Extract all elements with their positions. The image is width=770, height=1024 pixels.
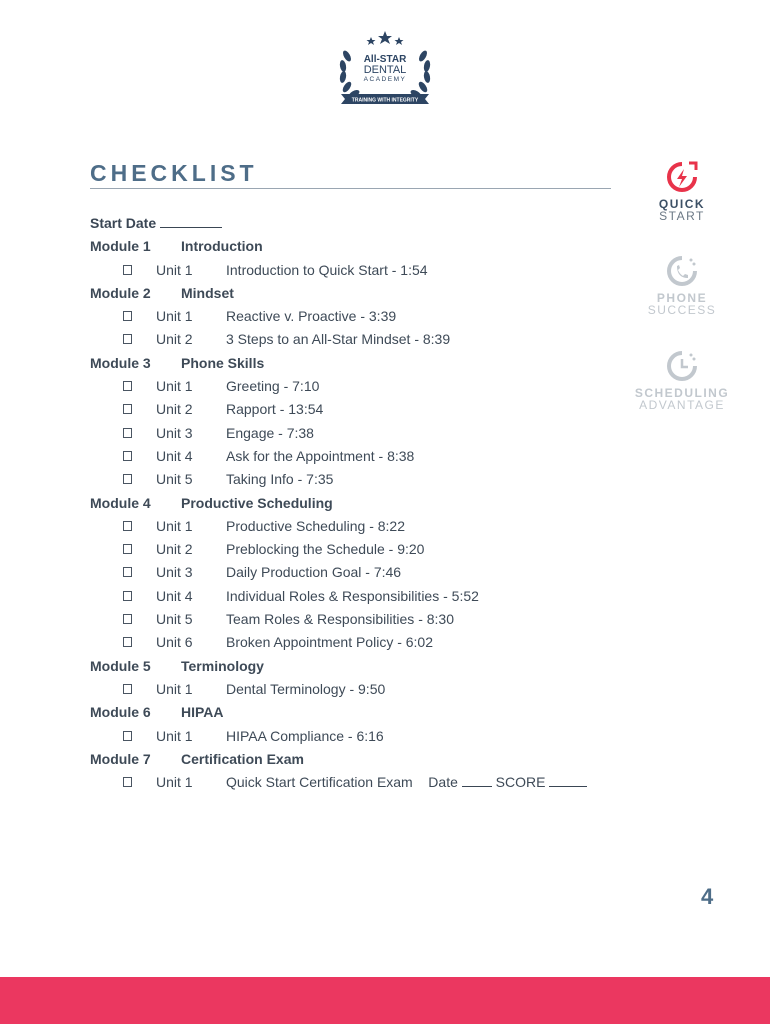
footer-bar xyxy=(0,977,770,1024)
unit-row xyxy=(90,305,630,328)
checklist xyxy=(90,212,630,794)
unit-label: Unit 2 xyxy=(156,541,193,558)
unit-title: Preblocking the Schedule - 9:20 xyxy=(226,541,425,558)
unit-row xyxy=(90,585,630,608)
unit-label: Unit 3 xyxy=(156,424,193,441)
unit-row xyxy=(90,561,630,584)
unit-title: Introduction to Quick Start - 1:54 xyxy=(226,261,428,278)
unit-checkbox[interactable] xyxy=(123,544,132,554)
unit-label: Unit 2 xyxy=(156,401,193,418)
unit-title: Team Roles & Responsibilities - 8:30 xyxy=(226,611,454,628)
svg-text:All-STAR: All-STAR xyxy=(363,54,407,65)
unit-label: Unit 1 xyxy=(156,517,193,534)
unit-title: Daily Production Goal - 7:46 xyxy=(226,564,402,581)
unit-title: Reactive v. Proactive - 3:39 xyxy=(226,308,397,325)
svg-text:TRAINING WITH INTEGRITY: TRAINING WITH INTEGRITY xyxy=(351,97,419,104)
side-nav-label-2: SUCCESS xyxy=(647,303,717,317)
unit-checkbox[interactable] xyxy=(123,311,132,321)
module-title: HIPAA xyxy=(181,704,224,721)
module-title: Phone Skills xyxy=(181,354,265,371)
svg-text:ACADEMY: ACADEMY xyxy=(363,76,407,83)
unit-checkbox[interactable] xyxy=(123,614,132,624)
module-title: Certification Exam xyxy=(181,750,304,767)
unit-row xyxy=(90,375,630,398)
unit-label: Unit 1 xyxy=(156,261,193,278)
unit-row xyxy=(90,468,630,491)
unit-title: Ask for the Appointment - 8:38 xyxy=(226,447,415,464)
unit-label: Unit 1 xyxy=(156,774,193,791)
unit-title: Quick Start Certification Exam xyxy=(226,774,413,791)
module-row xyxy=(90,748,630,771)
unit-label: Unit 1 xyxy=(156,727,193,744)
unit-row xyxy=(90,771,630,794)
quick-start-icon xyxy=(665,160,699,194)
exam-score-label: SCORE xyxy=(495,774,546,791)
unit-row xyxy=(90,678,630,701)
exam-date-label: Date xyxy=(428,774,458,791)
unit-title: Dental Terminology - 9:50 xyxy=(226,680,386,697)
unit-title: Broken Appointment Policy - 6:02 xyxy=(226,634,434,651)
module-title: Introduction xyxy=(181,238,263,255)
phone-success-icon xyxy=(665,254,699,288)
unit-title: HIPAA Compliance - 6:16 xyxy=(226,727,384,744)
side-nav-scheduling-advantage[interactable] xyxy=(632,349,732,411)
unit-checkbox[interactable] xyxy=(123,451,132,461)
unit-title: Rapport - 13:54 xyxy=(226,401,324,418)
unit-row xyxy=(90,538,630,561)
unit-label: Unit 4 xyxy=(156,587,193,604)
unit-checkbox[interactable] xyxy=(123,731,132,741)
module-row xyxy=(90,235,630,258)
module-row xyxy=(90,492,630,515)
module-row xyxy=(90,701,630,724)
side-nav-label-1: PHONE xyxy=(656,291,708,305)
side-nav-label-2: ADVANTAGE xyxy=(639,398,725,412)
title-divider xyxy=(90,188,611,189)
unit-label: Unit 1 xyxy=(156,680,193,697)
unit-row xyxy=(90,328,630,351)
module-title: Terminology xyxy=(181,657,264,674)
scheduling-advantage-icon xyxy=(665,349,699,383)
side-nav-quick-start[interactable] xyxy=(632,160,732,222)
unit-row xyxy=(90,631,630,654)
unit-title: 3 Steps to an All-Star Mindset - 8:39 xyxy=(226,331,451,348)
unit-checkbox[interactable] xyxy=(123,591,132,601)
unit-row xyxy=(90,445,630,468)
unit-label: Unit 5 xyxy=(156,471,193,488)
academy-logo xyxy=(333,28,437,108)
svg-text:DENTAL: DENTAL xyxy=(363,64,407,76)
unit-checkbox[interactable] xyxy=(123,474,132,484)
start-date-label: Start Date xyxy=(90,215,157,231)
exam-score-field[interactable] xyxy=(549,773,587,787)
laurel-crest-icon xyxy=(333,28,437,108)
side-nav-label-1: QUICK xyxy=(658,197,706,211)
unit-checkbox[interactable] xyxy=(123,404,132,414)
unit-checkbox[interactable] xyxy=(123,684,132,694)
module-label: Module 2 xyxy=(90,284,151,301)
unit-row xyxy=(90,398,630,421)
module-row xyxy=(90,655,630,678)
module-label: Module 7 xyxy=(90,750,151,767)
unit-row xyxy=(90,259,630,282)
unit-checkbox[interactable] xyxy=(123,428,132,438)
side-nav-label-2: START xyxy=(659,209,705,223)
module-label: Module 5 xyxy=(90,657,151,674)
side-nav-phone-success[interactable] xyxy=(632,254,732,316)
unit-title: Taking Info - 7:35 xyxy=(226,471,334,488)
unit-title: Individual Roles & Responsibilities - 5:52 xyxy=(226,587,479,604)
unit-checkbox[interactable] xyxy=(123,334,132,344)
unit-label: Unit 5 xyxy=(156,611,193,628)
module-label: Module 3 xyxy=(90,354,151,371)
unit-checkbox[interactable] xyxy=(123,521,132,531)
module-title: Productive Scheduling xyxy=(181,494,333,511)
module-row xyxy=(90,352,630,375)
exam-row-content xyxy=(226,771,587,794)
unit-label: Unit 1 xyxy=(156,378,193,395)
page-title: CHECKLIST xyxy=(90,160,258,186)
unit-row xyxy=(90,422,630,445)
module-label: Module 1 xyxy=(90,238,151,255)
unit-label: Unit 2 xyxy=(156,331,193,348)
unit-checkbox[interactable] xyxy=(123,381,132,391)
unit-title: Productive Scheduling - 8:22 xyxy=(226,517,405,534)
unit-checkbox[interactable] xyxy=(123,637,132,647)
module-label: Module 6 xyxy=(90,704,151,721)
unit-label: Unit 4 xyxy=(156,447,193,464)
module-title: Mindset xyxy=(181,284,234,301)
unit-label: Unit 1 xyxy=(156,308,193,325)
exam-date-field[interactable] xyxy=(462,773,492,787)
module-label: Module 4 xyxy=(90,494,151,511)
unit-checkbox[interactable] xyxy=(123,567,132,577)
unit-checkbox[interactable] xyxy=(123,777,132,787)
unit-title: Engage - 7:38 xyxy=(226,424,314,441)
start-date-row xyxy=(90,212,630,235)
start-date-field[interactable] xyxy=(160,213,222,228)
unit-label: Unit 3 xyxy=(156,564,193,581)
unit-checkbox[interactable] xyxy=(123,265,132,275)
page-number: 4 xyxy=(701,884,714,909)
unit-row xyxy=(90,608,630,631)
side-nav-label-1: SCHEDULING xyxy=(634,386,730,400)
unit-title: Greeting - 7:10 xyxy=(226,378,320,395)
unit-row xyxy=(90,515,630,538)
unit-row xyxy=(90,725,630,748)
module-row xyxy=(90,282,630,305)
unit-label: Unit 6 xyxy=(156,634,193,651)
